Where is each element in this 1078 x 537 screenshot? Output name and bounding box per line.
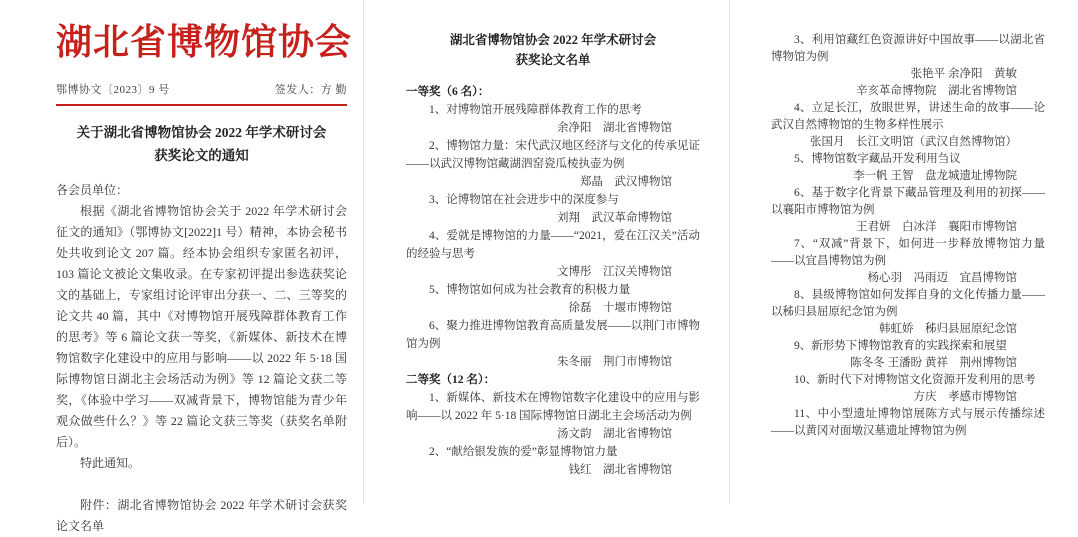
- award-list-title-line2: 获奖论文名单: [515, 53, 591, 67]
- paper-entry: [771, 406, 1045, 440]
- award-list-content-2: [730, 0, 1078, 440]
- paper-title: 6、聚力推进博物馆教育高质量发展——以荆门市博物馆为例: [406, 320, 700, 350]
- paper-entry: [406, 317, 700, 371]
- paper-authors: 王君妍 白冰洋 襄阳市博物馆: [856, 221, 1017, 233]
- paper-entry: [771, 372, 1045, 406]
- paper-title: 11、中小型遗址博物馆展陈方式与展示传播综述——以黄冈对面墩汉墓遗址博物馆为例: [771, 408, 1045, 437]
- notice-title-line1: 关于湖北省博物馆协会 2022 年学术研讨会: [76, 125, 327, 140]
- notice-title: [56, 121, 347, 167]
- paper-title: 5、博物馆数字藏品开发利用刍议: [794, 153, 961, 165]
- paper-authors: 刘翔 武汉革命博物馆: [557, 212, 672, 224]
- award-entries-continued: [771, 32, 1045, 440]
- award-list-content-1: [364, 0, 729, 479]
- page-notice: [0, 0, 363, 533]
- award-list-title-line1: 湖北省博物馆协会 2022 年学术研讨会: [449, 33, 657, 47]
- paper-authors: 方庆 孝感市博物馆: [913, 391, 1017, 403]
- paper-authors: 余净阳 湖北省博物馆: [557, 122, 672, 134]
- closing-line: 特此通知。: [80, 456, 141, 470]
- page-award-list-2: [729, 0, 1078, 504]
- paper-authors: 朱冬丽 荆门市博物馆: [557, 356, 672, 368]
- paper-entry: [771, 151, 1045, 185]
- paper-authors: 李一帆 王智 盘龙城遗址博物院: [853, 170, 1017, 182]
- paper-authors: 汤文韵 湖北省博物馆: [557, 428, 672, 440]
- paper-authors: 文博彤 江汉关博物馆: [557, 266, 672, 278]
- red-divider: [56, 104, 347, 106]
- paper-authors: 韩虹娇 秭归县屈原纪念馆: [879, 323, 1017, 335]
- paper-title: 2、博物馆力量：宋代武汉地区经济与文化的传承见证——以武汉博物馆藏湖泗窑瓷瓜棱执壶为例: [406, 140, 700, 170]
- paper-title: 6、基于数字化背景下藏品管理及利用的初探——以襄阳市博物馆为例: [771, 187, 1045, 216]
- paper-entry: [406, 191, 700, 227]
- org-title: 湖北省博物馆协会: [56, 22, 353, 62]
- paper-title: 7、“双减”背景下，如何进一步释放博物馆力量——以宜昌博物馆为例: [771, 238, 1045, 267]
- paper-entry: [771, 236, 1045, 287]
- notice-content: [0, 0, 363, 537]
- paper-title: 2、“献给银发族的爱”彰显博物馆力量: [429, 446, 618, 458]
- paper-title: 1、新媒体、新技术在博物馆数字化建设中的应用与影响——以 2022 年 5·18 国际博物馆日湖北主会场活动为例: [406, 392, 700, 422]
- doc-number-row: [56, 81, 347, 97]
- paper-entry: [771, 185, 1045, 236]
- attachment-line: 附件：湖北省博物馆协会 2022 年学术研讨会获奖论文名单: [56, 498, 347, 533]
- paper-title: 9、新形势下博物馆教育的实践探索和展望: [794, 340, 1007, 352]
- page-award-list-1: [363, 0, 729, 504]
- paper-authors: 杨心羽 冯雨迈 宜昌博物馆: [867, 272, 1017, 284]
- paper-entry: [771, 100, 1045, 151]
- paper-entry: [771, 338, 1045, 372]
- paper-entry: [406, 281, 700, 317]
- paper-title: 3、论博物馆在社会进步中的深度参与: [429, 194, 619, 206]
- paper-authors: 辛亥革命博物院 湖北省博物馆: [856, 85, 1017, 97]
- paper-title: 8、县级博物馆如何发挥自身的文化传播力量——以秭归县屈原纪念馆为例: [771, 289, 1045, 318]
- award-sections: [406, 83, 700, 479]
- paper-authors: 郑晶 武汉博物馆: [580, 176, 672, 188]
- paper-authors: 徐磊 十堰市博物馆: [568, 302, 672, 314]
- issuer: 签发人：方 勤: [274, 84, 347, 96]
- notice-title-line2: 获奖论文的通知: [154, 148, 249, 163]
- paper-title: 5、博物馆如何成为社会教育的积极力量: [429, 284, 631, 296]
- paper-entry: [406, 101, 700, 137]
- paper-title: 4、爱就是博物馆的力量——“2021，爱在江汉关”活动的经验与思考: [406, 230, 700, 260]
- prize-header: 二等奖（12 名）：: [406, 374, 496, 386]
- paper-entry: [406, 443, 700, 479]
- doc-number: 鄂博协文〔2023〕9 号: [56, 84, 170, 96]
- award-list-title: [406, 30, 700, 70]
- paper-entry: [406, 389, 700, 443]
- prize-header: 一等奖（6 名）：: [406, 86, 490, 98]
- paper-title: 4、立足长江，放眼世界，讲述生命的故事——论武汉自然博物馆的生物多样性展示: [771, 102, 1045, 131]
- paper-authors: 张艳平 余净阳 黄敏: [910, 68, 1017, 80]
- notice-body: 根据《湖北省博物馆协会关于 2022 年学术研讨会征文的通知》（鄂博协文[2022]1 号）精神，本协会秘书处共收到论文 207 篇。经本协会组织专家匿名初评，103 篇论文被论文集收录。在专家初评提出参选获奖论文的基础上，专家组讨论评审出分获一、二、三等奖的论文共 40 篇，其中《对博物馆开展残障群体教育工作的思考》等 6 篇论文获一等奖，《新媒体、新技术在博物馆数字化建设中的应用与影响——以 2022 年 5·18 国际博物馆日湖北主会场活动为例》等 12 篇论文获二等奖，《体验中学习——双减背景下，博物馆能为青少年观众做些什么？》等 22 篇论文获三等奖（获奖名单附后）。: [56, 204, 347, 449]
- paper-entry: [406, 227, 700, 281]
- paper-title: 3、利用馆藏红色资源讲好中国故事——以湖北省博物馆为例: [771, 34, 1045, 63]
- paper-authors: 张国月 长江文明馆（武汉自然博物馆）: [810, 136, 1017, 148]
- paper-authors: 陈冬冬 王潘盼 黄祥 荆州博物馆: [850, 357, 1017, 369]
- paper-title: 1、对博物馆开展残障群体教育工作的思考: [429, 104, 642, 116]
- paper-entry: [771, 287, 1045, 338]
- paper-authors: 钱红 湖北省博物馆: [568, 464, 672, 476]
- paper-entry: [771, 32, 1045, 100]
- salutation: 各会员单位：: [56, 183, 129, 197]
- paper-entry: [406, 137, 700, 191]
- paper-title: 10、新时代下对博物馆文化资源开发利用的思考: [794, 374, 1036, 386]
